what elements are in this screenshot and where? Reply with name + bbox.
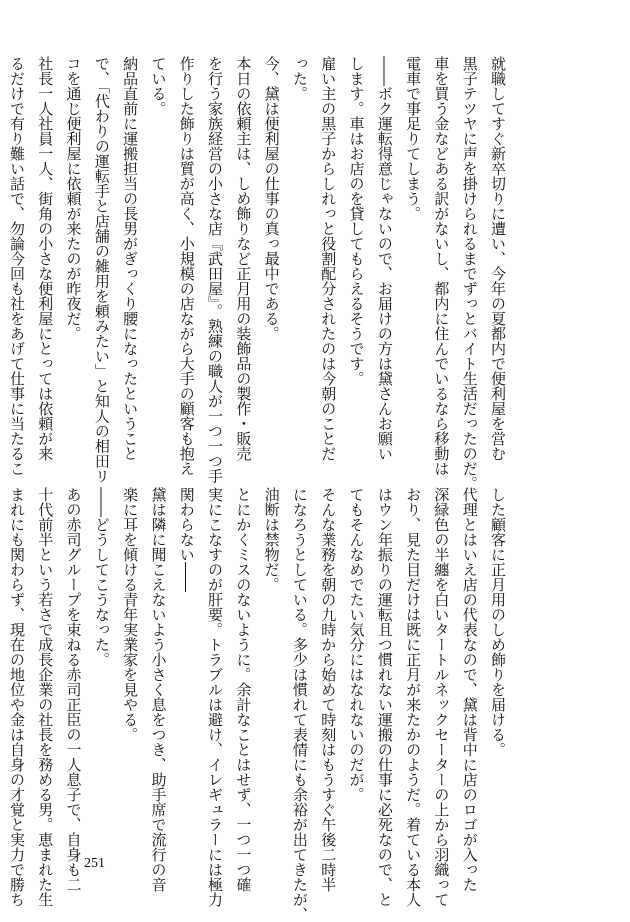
text-line: 深緑色の半纏を白いタートルネックセーターの上から羽織って bbox=[432, 487, 451, 907]
text-line: るだけで有り難い話で、勿論今回も社をあげて仕事に当たるこ bbox=[7, 56, 26, 476]
text-line: 就職してすぐ新卒切りに遭い、今年の夏都内で便利屋を営む bbox=[489, 56, 507, 461]
text-line: てもそんなめでたい気分にはなれないのだが。 bbox=[347, 487, 366, 802]
text-line: 十代前半という若さで成長企業の社長を務める男。恵まれた生 bbox=[36, 487, 55, 907]
text-line: ている。 bbox=[149, 56, 168, 116]
text-line: 黒子テツヤに声を掛けられるまでずっとバイト生活だったのだ。 bbox=[460, 56, 479, 491]
text-line: 雇い主の黒子からしれっと役割配分されたのは今朝のことだ bbox=[319, 56, 338, 461]
text-line: そんな業務を朝の九時から始めて時刻はもうすぐ午後二時半 bbox=[319, 487, 338, 892]
text-line: 今、黛は便利屋の仕事の真っ最中である。 bbox=[262, 56, 281, 341]
text-line: になろうとしている。多少は慣れて表情にも余裕が出てきたが、 bbox=[290, 487, 309, 922]
text-line: あの赤司グループを束ねる赤司正臣の一人息子で、自身も二 bbox=[64, 487, 83, 892]
text-line: ――どうしてこうなった。 bbox=[92, 487, 111, 667]
text-line: 代理とはいえ店の代表なので、黛は背中に店のロゴが入った bbox=[460, 487, 479, 892]
text-line: 作りした飾りは質が高く、小規模の店ながら大手の顧客も抱え bbox=[177, 56, 196, 476]
text-line: 油断は禁物だ。 bbox=[262, 487, 281, 592]
text-line: した顧客に正月用のしめ飾りを届ける。 bbox=[489, 487, 507, 757]
page-number: 251 bbox=[84, 856, 105, 871]
text-line: 本日の依頼主は、しめ飾りなど正月用の装飾品の製作・販売 bbox=[234, 56, 253, 461]
text-line: 黛は隣に聞こえないよう小さく息をつき、助手席で流行の音 bbox=[149, 487, 168, 892]
text-line: 楽に耳を傾ける青年実業家を見やる。 bbox=[121, 487, 140, 742]
text-line: 関わらない―― bbox=[177, 487, 196, 592]
text-line: 納品直前に運搬担当の長男がぎっくり腰になったということ bbox=[121, 56, 140, 461]
text-line: ――ボク運転得意じゃないので、お届けの方は黛さんお願い bbox=[375, 56, 394, 461]
text-line: 社長一人社員一人、街角の小さな便利屋にとっては依頼が来 bbox=[36, 56, 55, 461]
text-line: コを通じ便利屋に依頼が来たのが昨夜だ。 bbox=[64, 56, 83, 341]
text-line: を行う家族経営の小さな店『武田屋』。熟練の職人が一つ一つ手 bbox=[206, 56, 225, 484]
text-block-top bbox=[7, 56, 512, 491]
text-line: 電車で事足りてしまう。 bbox=[404, 56, 423, 221]
text-line: します。車はお店のを貸してもらえるそうです。 bbox=[347, 56, 366, 386]
text-line bbox=[0, 487, 3, 832]
text-line: った。 bbox=[290, 56, 309, 101]
text-line: とにかくミスのないように。余計なことはせず、一つ一つ確 bbox=[234, 487, 253, 892]
text-line: で、「代わりの運転手と店舗の雑用を頼みたい」と知人の相田リ bbox=[92, 56, 111, 484]
text-line: はウン年振りの運転且つ慣れない運搬の仕事に必死なので、と bbox=[375, 487, 394, 907]
text-line: 実にこなすのが肝要。トラブルは避け、イレギュラーには極力 bbox=[206, 487, 225, 907]
text-line: おり、見た目だけは既に正月が来たかのようだ。着ている本人 bbox=[404, 487, 423, 907]
text-line: まれにも関わらず、現在の地位や金は自身の才覚と実力で勝ち bbox=[7, 487, 26, 907]
text-line: 車を買う金などある訳がないし、都内に住んでいるなら移動は bbox=[432, 56, 451, 476]
